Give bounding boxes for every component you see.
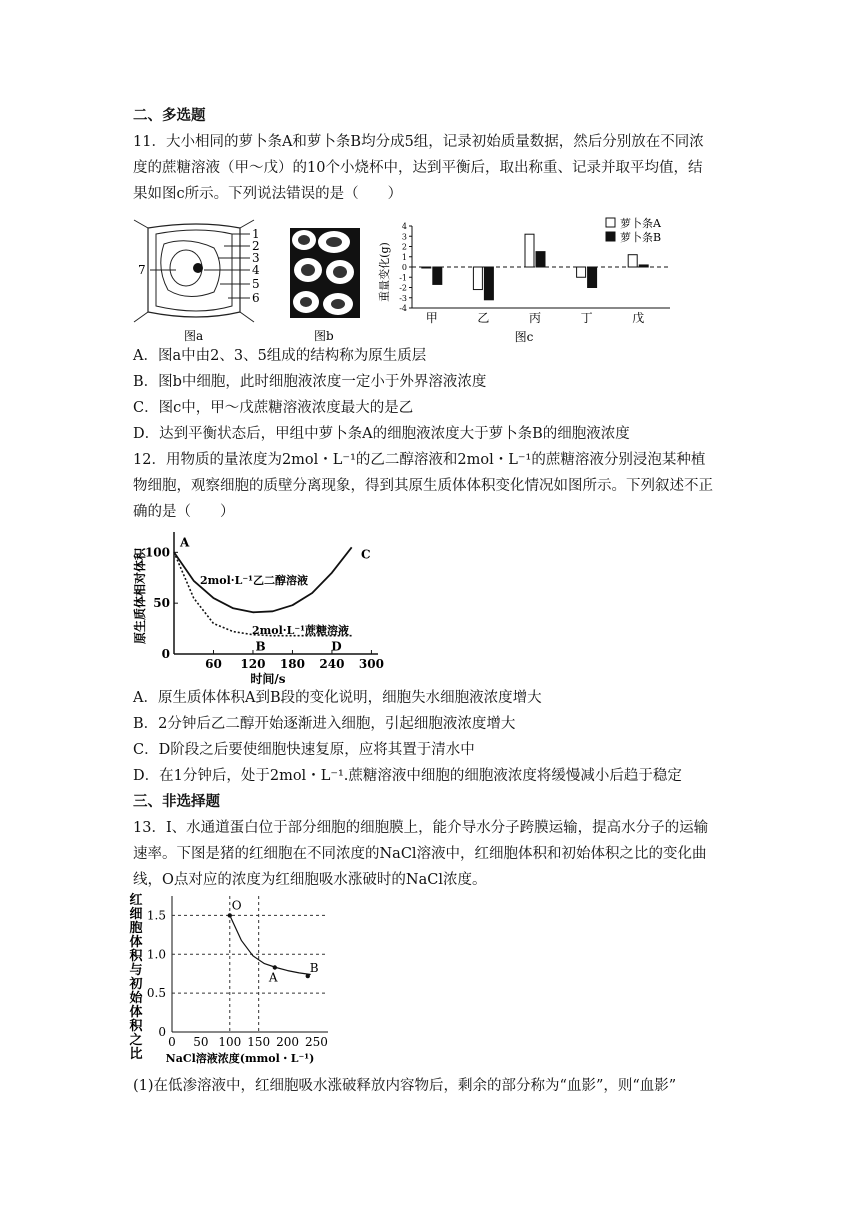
q13-xtick-label: 50 (193, 1035, 209, 1049)
q13-point-label: B (309, 961, 319, 976)
figure-c-caption: 图c (514, 330, 534, 344)
q12-line-2: 物细胞，观察细胞的质壁分离现象，得到其原生质体体积变化情况如图所示。下列叙述不正 (133, 478, 713, 494)
q13-line-2: 速率。下图是猪的红细胞在不同浓度的NaCl溶液中，红细胞体积和初始体积之比的变化曲 (133, 846, 707, 862)
q13-xtick-label: 250 (304, 1035, 328, 1049)
q12-series-1-label: 2mol·L⁻¹乙二醇溶液 (200, 574, 308, 587)
q13-rbc-volume-chart (128, 892, 338, 1068)
chart-c-bar-b (536, 252, 545, 267)
q13-sub-1: (1)在低渗溶液中，红细胞吸水涨破释放内容物后，剩余的部分称为“血影”，则“血影” (133, 1078, 677, 1094)
chart-c-ylabel: 重量变化(g) (378, 242, 391, 302)
q12-point-label: B (255, 639, 266, 654)
q13-ylabel-char: 积 (129, 1019, 143, 1034)
label-5: 5 (252, 277, 260, 291)
q13-ylabel-char: 体 (129, 1005, 143, 1020)
chart-c-category-label: 丙 (528, 311, 542, 325)
chart-c-bar-b (433, 267, 442, 284)
q12-option-c: C．D阶段之后要使细胞快速复原，应将其置于清水中 (133, 742, 475, 758)
chart-c-bar-a (577, 267, 586, 277)
q12-protoplast-volume-chart (128, 526, 384, 686)
q13-ylabel-char: 体 (129, 935, 143, 950)
chart-c-ytick-label: 3 (401, 232, 407, 242)
chart-c-legend-label: 萝卜条B (620, 231, 662, 244)
chart-c-bar-a (473, 267, 482, 290)
q13-xtick-label: 100 (218, 1035, 242, 1049)
label-2: 2 (252, 239, 260, 253)
q12-xlabel: 时间/s (250, 672, 286, 686)
chart-c-category-label: 甲 (425, 311, 438, 325)
q13-ylabel-char: 积 (129, 949, 143, 964)
chart-c-ytick-label: 2 (401, 242, 407, 252)
q13-ylabel-char: 细 (129, 907, 143, 922)
q13-ytick-label: 1.5 (146, 908, 166, 923)
q12-series-2-label: 2mol·L⁻¹蔗糖溶液 (252, 624, 349, 637)
q12-point-label: A (180, 535, 190, 550)
q13-xtick-label: 200 (276, 1035, 300, 1049)
q12-ytick-label: 0 (161, 647, 170, 661)
q13-line-1: 13．Ⅰ、水通道蛋白位于部分细胞的细胞膜上，能介导水分子跨膜运输，提高水分子的运输 (133, 820, 709, 836)
q11-option-a: A．图a中由2、3、5组成的结构称为原生质层 (133, 348, 427, 364)
chart-c-bar-b (639, 265, 648, 267)
chart-c-ytick-label: -1 (399, 273, 407, 283)
chart-c-ytick-label: -3 (399, 293, 407, 303)
chart-c-bar-a (422, 267, 431, 268)
chart-c-category-label: 丁 (580, 311, 593, 325)
q13-point-label: A (268, 970, 278, 985)
q12-line-3: 确的是（ ） (133, 504, 235, 520)
q13-ylabel-char: 始 (129, 991, 143, 1006)
q13-point-dot (273, 965, 277, 969)
q12-option-d: D．在1分钟后，处于2mol・L⁻¹.蔗糖溶液中细胞的细胞液浓度将缓慢减小后趋于稳定 (133, 768, 682, 784)
q13-ytick-label: 0 (158, 1025, 166, 1039)
q13-ylabel-char: 与 (129, 963, 143, 978)
q12-xtick-label: 60 (205, 657, 222, 671)
chart-c-ytick-label: 1 (401, 252, 407, 262)
q13-ylabel-char: 胞 (129, 921, 143, 936)
chart-c-ytick-label: 4 (401, 222, 407, 231)
chart-c-legend-swatch (606, 232, 615, 241)
figure-c-bar-chart (374, 212, 684, 344)
chart-c-ytick-label: -4 (399, 304, 407, 313)
label-1: 1 (252, 227, 260, 241)
chart-c-bar-a (628, 255, 637, 267)
chart-c-bar-b (588, 267, 597, 288)
q13-ytick-label: 0.5 (146, 986, 166, 1001)
q12-option-b: B．2分钟后乙二醇开始逐渐进入细胞，引起细胞液浓度增大 (133, 716, 516, 732)
chart-c-legend-swatch (606, 218, 615, 227)
q11-option-c: C．图c中，甲～戊蔗糖溶液浓度最大的是乙 (133, 400, 414, 416)
chart-c-legend-label: 萝卜条A (620, 217, 661, 230)
chart-c-ytick-label: 0 (401, 263, 407, 272)
chart-c-ytick-label: -2 (399, 283, 407, 293)
q12-xtick-label: 120 (240, 657, 266, 671)
q12-point-label: D (331, 639, 342, 654)
q12-ytick-label: 100 (144, 545, 170, 560)
figure-b-caption: 图b (314, 329, 334, 343)
q11-option-b: B．图b中细胞，此时细胞液浓度一定小于外界溶液浓度 (133, 374, 487, 390)
q13-curve (230, 915, 311, 974)
figure-b-micrograph (288, 226, 364, 344)
label-6: 6 (252, 291, 260, 305)
section-heading-multiple-choice: 二、多选题 (133, 107, 206, 124)
q13-xlabel: NaCl溶液浓度(mmol・L⁻¹) (165, 1052, 315, 1065)
q13-ytick-label: 1.0 (146, 947, 166, 962)
q11-line-2: 度的蔗糖溶液（甲～戊）的10个小烧杯中，达到平衡后，取出称重、记录并取平均值，结 (133, 160, 703, 176)
q11-line-3: 果如图c所示。下列说法错误的是（ ） (133, 186, 403, 202)
q13-point-label: O (231, 898, 242, 913)
q12-xtick-label: 240 (319, 657, 345, 671)
q12-ytick-label: 50 (153, 596, 170, 611)
figure-a-caption: 图a (184, 329, 204, 343)
chart-c-bar-b (484, 267, 493, 300)
q13-ylabel-char: 红 (129, 893, 143, 908)
q13-xtick-label: 150 (247, 1035, 271, 1049)
chart-c-bar-a (525, 234, 534, 267)
q13-line-3: 线，O点对应的浓度为红细胞吸水涨破时的NaCl浓度。 (133, 872, 487, 888)
q13-xtick-label: 0 (168, 1035, 176, 1049)
q12-option-a: A．原生质体体积A到B段的变化说明，细胞失水细胞液浓度增大 (133, 690, 542, 706)
figure-a-cell-diagram (128, 218, 274, 344)
q11-option-d: D．达到平衡状态后，甲组中萝卜条A的细胞液浓度大于萝卜条B的细胞液浓度 (133, 426, 630, 442)
q13-ylabel-char: 比 (129, 1047, 143, 1062)
q13-ylabel-char: 之 (129, 1033, 143, 1048)
section-heading-non-choice: 三、非选择题 (133, 793, 220, 810)
q12-xtick-label: 180 (279, 657, 305, 671)
chart-c-category-label: 乙 (477, 311, 490, 325)
q12-ylabel: 原生质体相对体积 (133, 547, 147, 645)
q12-line-1: 12．用物质的量浓度为2mol・L⁻¹的乙二醇溶液和2mol・L⁻¹的蔗糖溶液分别浸泡某种植 (133, 452, 706, 468)
label-4: 4 (252, 263, 260, 277)
q12-point-label: C (360, 547, 371, 562)
chart-c-category-label: 戊 (632, 311, 645, 325)
q11-line-1: 11．大小相同的萝卜条A和萝卜条B均分成5组，记录初始质量数据，然后分别放在不同浓 (133, 134, 704, 150)
q13-point-dot (228, 913, 232, 917)
q12-xtick-label: 300 (358, 657, 384, 671)
label-7: 7 (138, 263, 146, 277)
q13-ylabel-char: 初 (129, 977, 143, 992)
label-3: 3 (252, 251, 260, 265)
